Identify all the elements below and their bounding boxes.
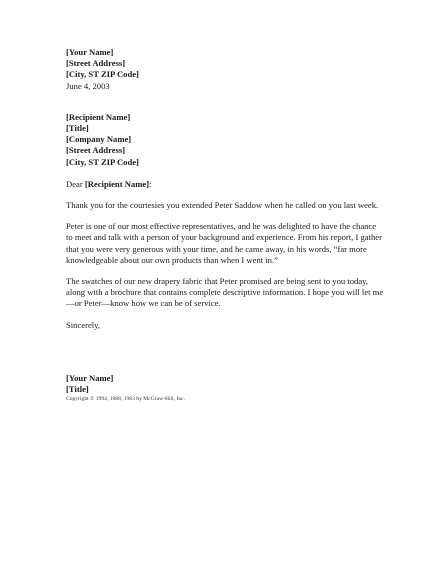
signature-title: [Title] [66, 384, 89, 395]
signature-name: [Your Name] [66, 372, 114, 383]
body-paragraph-3: The swatches of our new drapery fabric that Peter promised are being sent to you today, along with a brochure that contains complete descriptive information. I hope you will let me—or Peter—know how we can be of service. [66, 276, 384, 309]
spacer [66, 266, 384, 276]
business-letter [66, 47, 384, 403]
body-paragraph-2: Peter is one of our most effective representatives, and he was delighted to have the chance to meet and talk with a person of your background and experience. From his report, I gather that you were very generous with your time, and he came away, in his words, “far more knowledgeable about our own products than when I went in.” [66, 221, 382, 265]
recipient-street: [Street Address] [66, 145, 126, 156]
spacer [66, 168, 384, 179]
recipient-city-state-zip: [City, ST ZIP Code] [66, 156, 139, 167]
salutation-prefix: Dear [66, 178, 85, 189]
spacer [66, 211, 384, 221]
sender-city-state-zip: [City, ST ZIP Code] [66, 69, 139, 80]
recipient-title: [Title] [66, 123, 89, 134]
spacer [66, 92, 384, 112]
recipient-company: [Company Name] [66, 134, 132, 145]
sender-address-block [66, 47, 384, 92]
salutation [66, 179, 384, 190]
salutation-suffix: : [149, 178, 152, 189]
closing: Sincerely, [66, 319, 101, 330]
signature-space [66, 331, 384, 373]
recipient-name: [Recipient Name] [66, 111, 131, 122]
letter-date: June 4, 2003 [66, 80, 110, 91]
spacer [66, 190, 384, 200]
signature-block [66, 373, 384, 395]
recipient-address-block [66, 112, 384, 168]
body-paragraph-1: Thank you for the courtesies you extended Peter Saddow when he called on you last week. [66, 200, 379, 211]
sender-name: [Your Name] [66, 47, 114, 57]
sender-street: [Street Address] [66, 58, 126, 69]
salutation-recipient-name: [Recipient Name] [84, 178, 150, 189]
copyright-notice: Copyright © 1994, 1988, 1983 by McGraw-Hill, Inc. [66, 396, 186, 403]
spacer [66, 310, 384, 320]
